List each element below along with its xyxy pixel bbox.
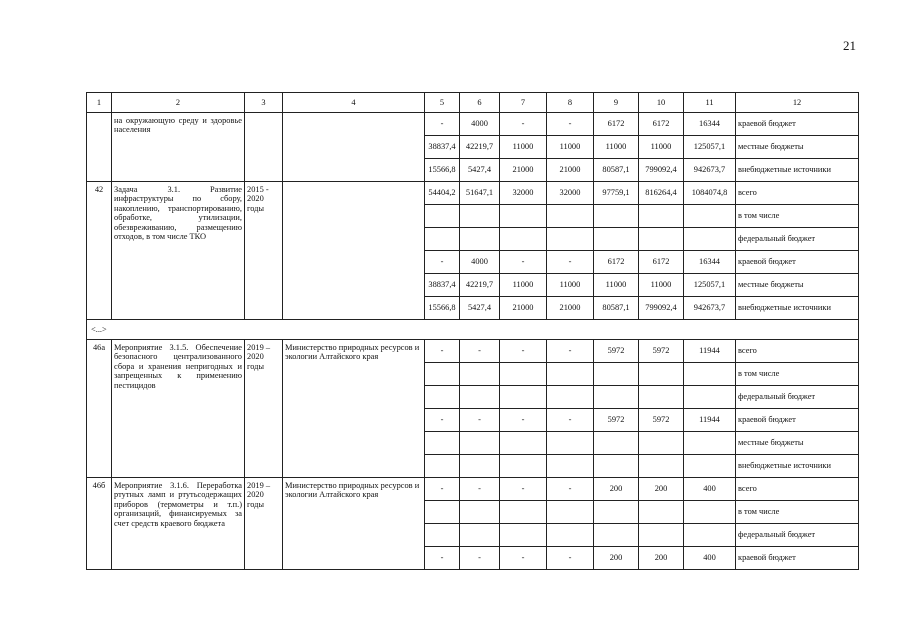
amount-cell: 5972: [639, 340, 684, 363]
amount-cell: 4000: [460, 251, 500, 274]
amount-cell: [425, 524, 460, 547]
amount-cell: [460, 363, 500, 386]
amount-cell: [639, 501, 684, 524]
item-description: Задача 3.1. Развитие инфраструктуры по сбору, накоплению, транспортированию, обработке, утилизации, обезвреживанию, размещению отходов, в том числе ТКО: [112, 182, 245, 320]
column-header: 8: [547, 93, 594, 113]
amount-cell: 4000: [460, 113, 500, 136]
column-header: 9: [594, 93, 639, 113]
amount-cell: [500, 228, 547, 251]
amount-cell: [547, 386, 594, 409]
amount-cell: -: [500, 113, 547, 136]
item-number: 46а: [87, 340, 112, 478]
funding-source: в том числе: [736, 205, 859, 228]
amount-cell: 11944: [684, 409, 736, 432]
amount-cell: [460, 386, 500, 409]
amount-cell: 16344: [684, 251, 736, 274]
amount-cell: 11000: [639, 274, 684, 297]
amount-cell: [684, 205, 736, 228]
funding-source: местные бюджеты: [736, 274, 859, 297]
amount-cell: -: [425, 478, 460, 501]
amount-cell: [684, 501, 736, 524]
amount-cell: [594, 205, 639, 228]
header-row: [87, 93, 859, 113]
amount-cell: [500, 386, 547, 409]
amount-cell: [460, 228, 500, 251]
amount-cell: [639, 455, 684, 478]
amount-cell: 200: [594, 478, 639, 501]
table-row: [87, 113, 859, 136]
amount-cell: [547, 501, 594, 524]
funding-source: краевой бюджет: [736, 251, 859, 274]
amount-cell: -: [425, 409, 460, 432]
amount-cell: -: [425, 251, 460, 274]
amount-cell: -: [500, 340, 547, 363]
item-period: 2019 – 2020 годы: [245, 340, 283, 478]
amount-cell: 42219,7: [460, 274, 500, 297]
amount-cell: [425, 363, 460, 386]
amount-cell: 125057,1: [684, 274, 736, 297]
amount-cell: [500, 501, 547, 524]
amount-cell: [547, 205, 594, 228]
amount-cell: [425, 455, 460, 478]
amount-cell: [547, 455, 594, 478]
amount-cell: 799092,4: [639, 159, 684, 182]
amount-cell: [460, 432, 500, 455]
item-executor: Министерство природных ресурсов и экологии Алтайского края: [283, 478, 425, 570]
funding-source: внебюджетные источники: [736, 455, 859, 478]
amount-cell: 5427,4: [460, 297, 500, 320]
ellipsis-row: [87, 320, 859, 340]
amount-cell: 11944: [684, 340, 736, 363]
amount-cell: -: [547, 340, 594, 363]
amount-cell: 80587,1: [594, 159, 639, 182]
amount-cell: 38837,4: [425, 274, 460, 297]
amount-cell: [594, 501, 639, 524]
amount-cell: [684, 363, 736, 386]
amount-cell: [594, 524, 639, 547]
item-description: Мероприятие 3.1.5. Обеспечение безопасного централизованного сбора и хранения непригодных и запрещенных к применению пестицидов: [112, 340, 245, 478]
amount-cell: -: [547, 478, 594, 501]
ellipsis-marker: <...>: [87, 320, 859, 340]
amount-cell: 11000: [500, 136, 547, 159]
amount-cell: -: [500, 478, 547, 501]
amount-cell: 816264,4: [639, 182, 684, 205]
column-header: 10: [639, 93, 684, 113]
amount-cell: -: [460, 409, 500, 432]
amount-cell: 21000: [547, 297, 594, 320]
amount-cell: 6172: [639, 113, 684, 136]
amount-cell: -: [500, 251, 547, 274]
amount-cell: [594, 363, 639, 386]
amount-cell: 21000: [500, 297, 547, 320]
amount-cell: [547, 432, 594, 455]
amount-cell: -: [460, 547, 500, 570]
amount-cell: [639, 205, 684, 228]
funding-source: краевой бюджет: [736, 113, 859, 136]
item-period: 2015 - 2020 годы: [245, 182, 283, 320]
funding-source: местные бюджеты: [736, 136, 859, 159]
amount-cell: [547, 363, 594, 386]
column-header: 1: [87, 93, 112, 113]
amount-cell: 16344: [684, 113, 736, 136]
amount-cell: 6172: [594, 251, 639, 274]
table-row: [87, 182, 859, 205]
amount-cell: 942673,7: [684, 159, 736, 182]
amount-cell: [425, 228, 460, 251]
amount-cell: [460, 205, 500, 228]
amount-cell: 32000: [547, 182, 594, 205]
budget-table: [86, 92, 859, 570]
amount-cell: [684, 228, 736, 251]
amount-cell: [684, 524, 736, 547]
funding-source: краевой бюджет: [736, 409, 859, 432]
amount-cell: [425, 432, 460, 455]
column-header: 5: [425, 93, 460, 113]
amount-cell: [500, 363, 547, 386]
amount-cell: 11000: [500, 274, 547, 297]
item-executor: [283, 113, 425, 182]
column-header: 7: [500, 93, 547, 113]
amount-cell: 5972: [594, 409, 639, 432]
amount-cell: 6172: [639, 251, 684, 274]
amount-cell: 21000: [500, 159, 547, 182]
amount-cell: 11000: [547, 274, 594, 297]
amount-cell: -: [500, 547, 547, 570]
amount-cell: 42219,7: [460, 136, 500, 159]
amount-cell: 1084074,8: [684, 182, 736, 205]
funding-source: федеральный бюджет: [736, 228, 859, 251]
amount-cell: 51647,1: [460, 182, 500, 205]
funding-source: внебюджетные источники: [736, 159, 859, 182]
table-body: [87, 113, 859, 570]
amount-cell: 15566,8: [425, 297, 460, 320]
item-number: [87, 113, 112, 182]
amount-cell: [500, 524, 547, 547]
item-number: 46б: [87, 478, 112, 570]
amount-cell: 200: [639, 478, 684, 501]
funding-source: местные бюджеты: [736, 432, 859, 455]
amount-cell: -: [425, 547, 460, 570]
amount-cell: 11000: [639, 136, 684, 159]
column-header: 4: [283, 93, 425, 113]
amount-cell: 11000: [594, 274, 639, 297]
item-period: 2019 – 2020 годы: [245, 478, 283, 570]
amount-cell: [500, 205, 547, 228]
amount-cell: 21000: [547, 159, 594, 182]
amount-cell: [547, 524, 594, 547]
amount-cell: 38837,4: [425, 136, 460, 159]
amount-cell: 799092,4: [639, 297, 684, 320]
amount-cell: [594, 228, 639, 251]
amount-cell: [639, 524, 684, 547]
funding-source: всего: [736, 182, 859, 205]
column-header: 11: [684, 93, 736, 113]
amount-cell: 32000: [500, 182, 547, 205]
amount-cell: [684, 455, 736, 478]
column-header: 12: [736, 93, 859, 113]
amount-cell: [684, 432, 736, 455]
amount-cell: [460, 455, 500, 478]
amount-cell: 400: [684, 547, 736, 570]
amount-cell: [425, 501, 460, 524]
amount-cell: [594, 432, 639, 455]
amount-cell: -: [460, 340, 500, 363]
amount-cell: 5972: [594, 340, 639, 363]
amount-cell: [500, 455, 547, 478]
amount-cell: -: [425, 113, 460, 136]
amount-cell: [460, 524, 500, 547]
item-description: Мероприятие 3.1.6. Переработка ртутных ламп и ртутьсодержащих приборов (термометры и т.п.) организаций, финансируемых за счет средств краевого бюджета: [112, 478, 245, 570]
amount-cell: -: [460, 478, 500, 501]
amount-cell: [639, 228, 684, 251]
amount-cell: [425, 386, 460, 409]
amount-cell: 125057,1: [684, 136, 736, 159]
amount-cell: 6172: [594, 113, 639, 136]
amount-cell: [500, 432, 547, 455]
page-number: 21: [843, 38, 856, 53]
amount-cell: [594, 386, 639, 409]
funding-source: всего: [736, 340, 859, 363]
amount-cell: 54404,2: [425, 182, 460, 205]
amount-cell: -: [547, 409, 594, 432]
item-description: на окружающую среду и здоровье населения: [112, 113, 245, 182]
amount-cell: 400: [684, 478, 736, 501]
amount-cell: 80587,1: [594, 297, 639, 320]
amount-cell: -: [547, 547, 594, 570]
amount-cell: 97759,1: [594, 182, 639, 205]
funding-source: в том числе: [736, 501, 859, 524]
amount-cell: [594, 455, 639, 478]
table-row: [87, 478, 859, 501]
funding-source: всего: [736, 478, 859, 501]
item-number: 42: [87, 182, 112, 320]
amount-cell: -: [500, 409, 547, 432]
amount-cell: 11000: [594, 136, 639, 159]
funding-source: краевой бюджет: [736, 547, 859, 570]
column-header: 6: [460, 93, 500, 113]
funding-source: в том числе: [736, 363, 859, 386]
amount-cell: 942673,7: [684, 297, 736, 320]
amount-cell: -: [547, 251, 594, 274]
amount-cell: 5427,4: [460, 159, 500, 182]
column-header: 3: [245, 93, 283, 113]
item-executor: [283, 182, 425, 320]
amount-cell: [460, 501, 500, 524]
item-period: [245, 113, 283, 182]
funding-source: федеральный бюджет: [736, 386, 859, 409]
amount-cell: [639, 386, 684, 409]
amount-cell: 5972: [639, 409, 684, 432]
amount-cell: [547, 228, 594, 251]
column-header: 2: [112, 93, 245, 113]
amount-cell: [639, 432, 684, 455]
amount-cell: 200: [639, 547, 684, 570]
amount-cell: 15566,8: [425, 159, 460, 182]
funding-source: федеральный бюджет: [736, 524, 859, 547]
amount-cell: [639, 363, 684, 386]
amount-cell: -: [425, 340, 460, 363]
amount-cell: 200: [594, 547, 639, 570]
item-executor: Министерство природных ресурсов и экологии Алтайского края: [283, 340, 425, 478]
funding-source: внебюджетные источники: [736, 297, 859, 320]
amount-cell: [425, 205, 460, 228]
table-row: [87, 340, 859, 363]
amount-cell: [684, 386, 736, 409]
amount-cell: -: [547, 113, 594, 136]
amount-cell: 11000: [547, 136, 594, 159]
